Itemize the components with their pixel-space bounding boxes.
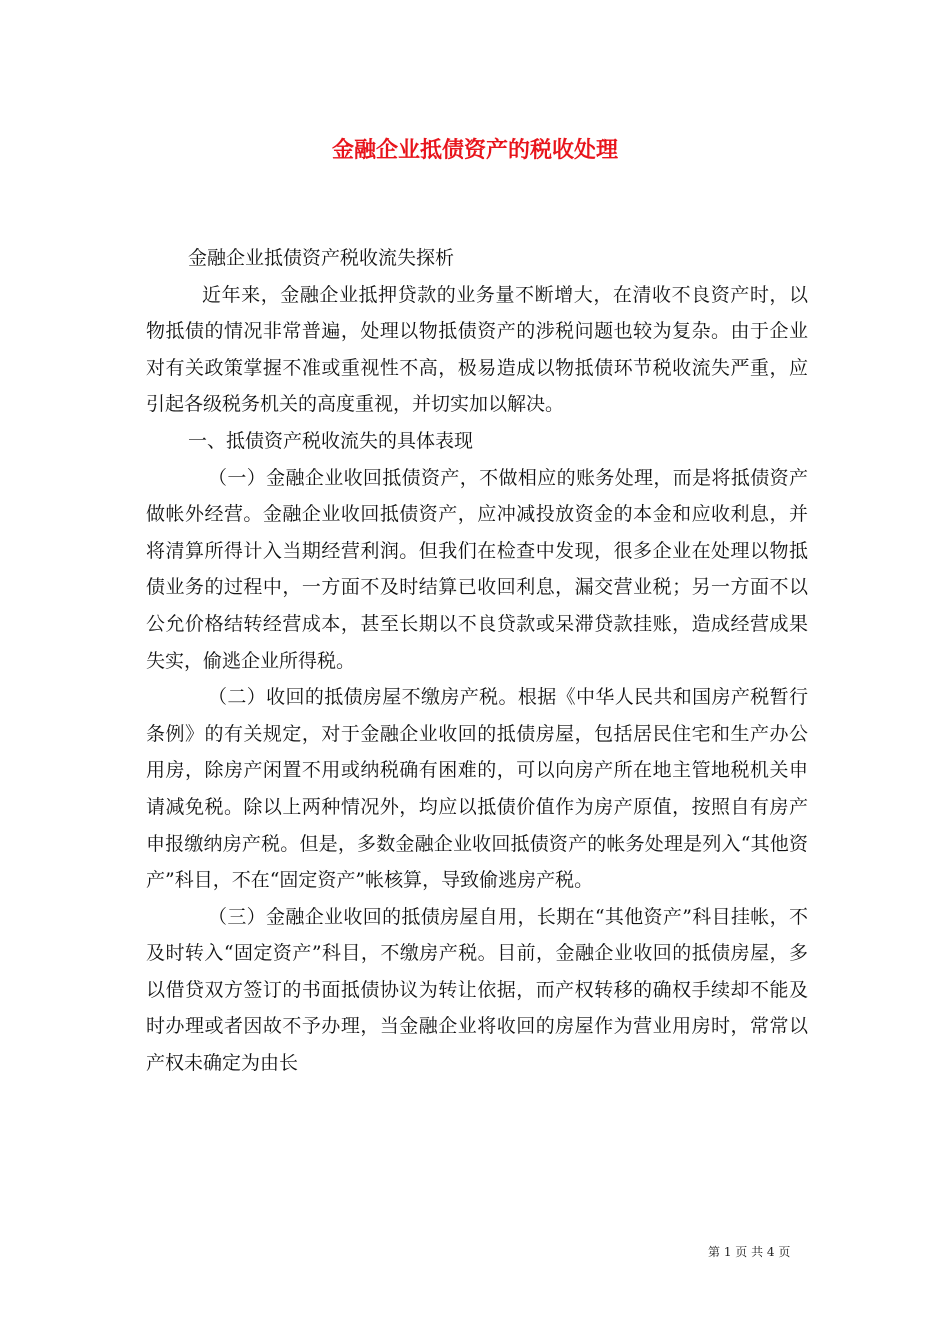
paragraph-item-2: （二）收回的抵债房屋不缴房产税。根据《中华人民共和国房产税暂行条例》的有关规定，对于金融企业收回的抵债房屋，包括居民住宅和生产办公用房，除房产闲置不用或纳税确有困难的，可以向房产所在地主管地税机关申请减免税。除以上两种情况外，均应以抵债价值作为房产原值，按照自有房产申报缴纳房产税。但是，多数金融企业收回抵债资产的帐务处理是列入“其他资产”科目，不在“固定资产”帐核算，导致偷逃房产税。 [146, 686, 808, 892]
section-heading-1: 一、抵债资产税收流失的具体表现 [188, 429, 474, 452]
page-footer: 第 1 页 共 4 页 [708, 1245, 791, 1259]
document-body [146, 240, 808, 1082]
paragraph-item-1: （一）金融企业收回抵债资产，不做相应的账务处理，而是将抵债资产做帐外经营。金融企业收回抵债资产，应冲减投放资金的本金和应收利息，并将清算所得计入当期经营利润。但我们在检查中发现，很多企业在处理以物抵债业务的过程中，一方面不及时结算已收回利息，漏交营业税；另一方面不以公允价格结转经营成本，甚至长期以不良贷款或呆滞贷款挂账，造成经营成果失实，偷逃企业所得税。 [146, 466, 808, 672]
document-title: 金融企业抵债资产的税收处理 [331, 137, 618, 163]
document-subtitle: 金融企业抵债资产税收流失探析 [188, 247, 455, 269]
paragraph-intro: 近年来，金融企业抵押贷款的业务量不断增大，在清收不良资产时，以物抵债的情况非常普遍，处理以物抵债资产的涉税问题也较为复杂。由于企业对有关政策掌握不准或重视性不高，极易造成以物抵债环节税收流失严重，应引起各级税务机关的高度重视，并切实加以解决。 [146, 283, 808, 416]
paragraph-item-3: （三）金融企业收回的抵债房屋自用，长期在“其他资产”科目挂帐，不及时转入“固定资产”科目，不缴房产税。目前，金融企业收回的抵债房屋，多以借贷双方签订的书面抵债协议为转让依据，而产权转移的确权手续却不能及时办理或者因故不予办理，当金融企业将收回的房屋作为营业用房时，常常以产权未确定为由长 [146, 905, 808, 1075]
